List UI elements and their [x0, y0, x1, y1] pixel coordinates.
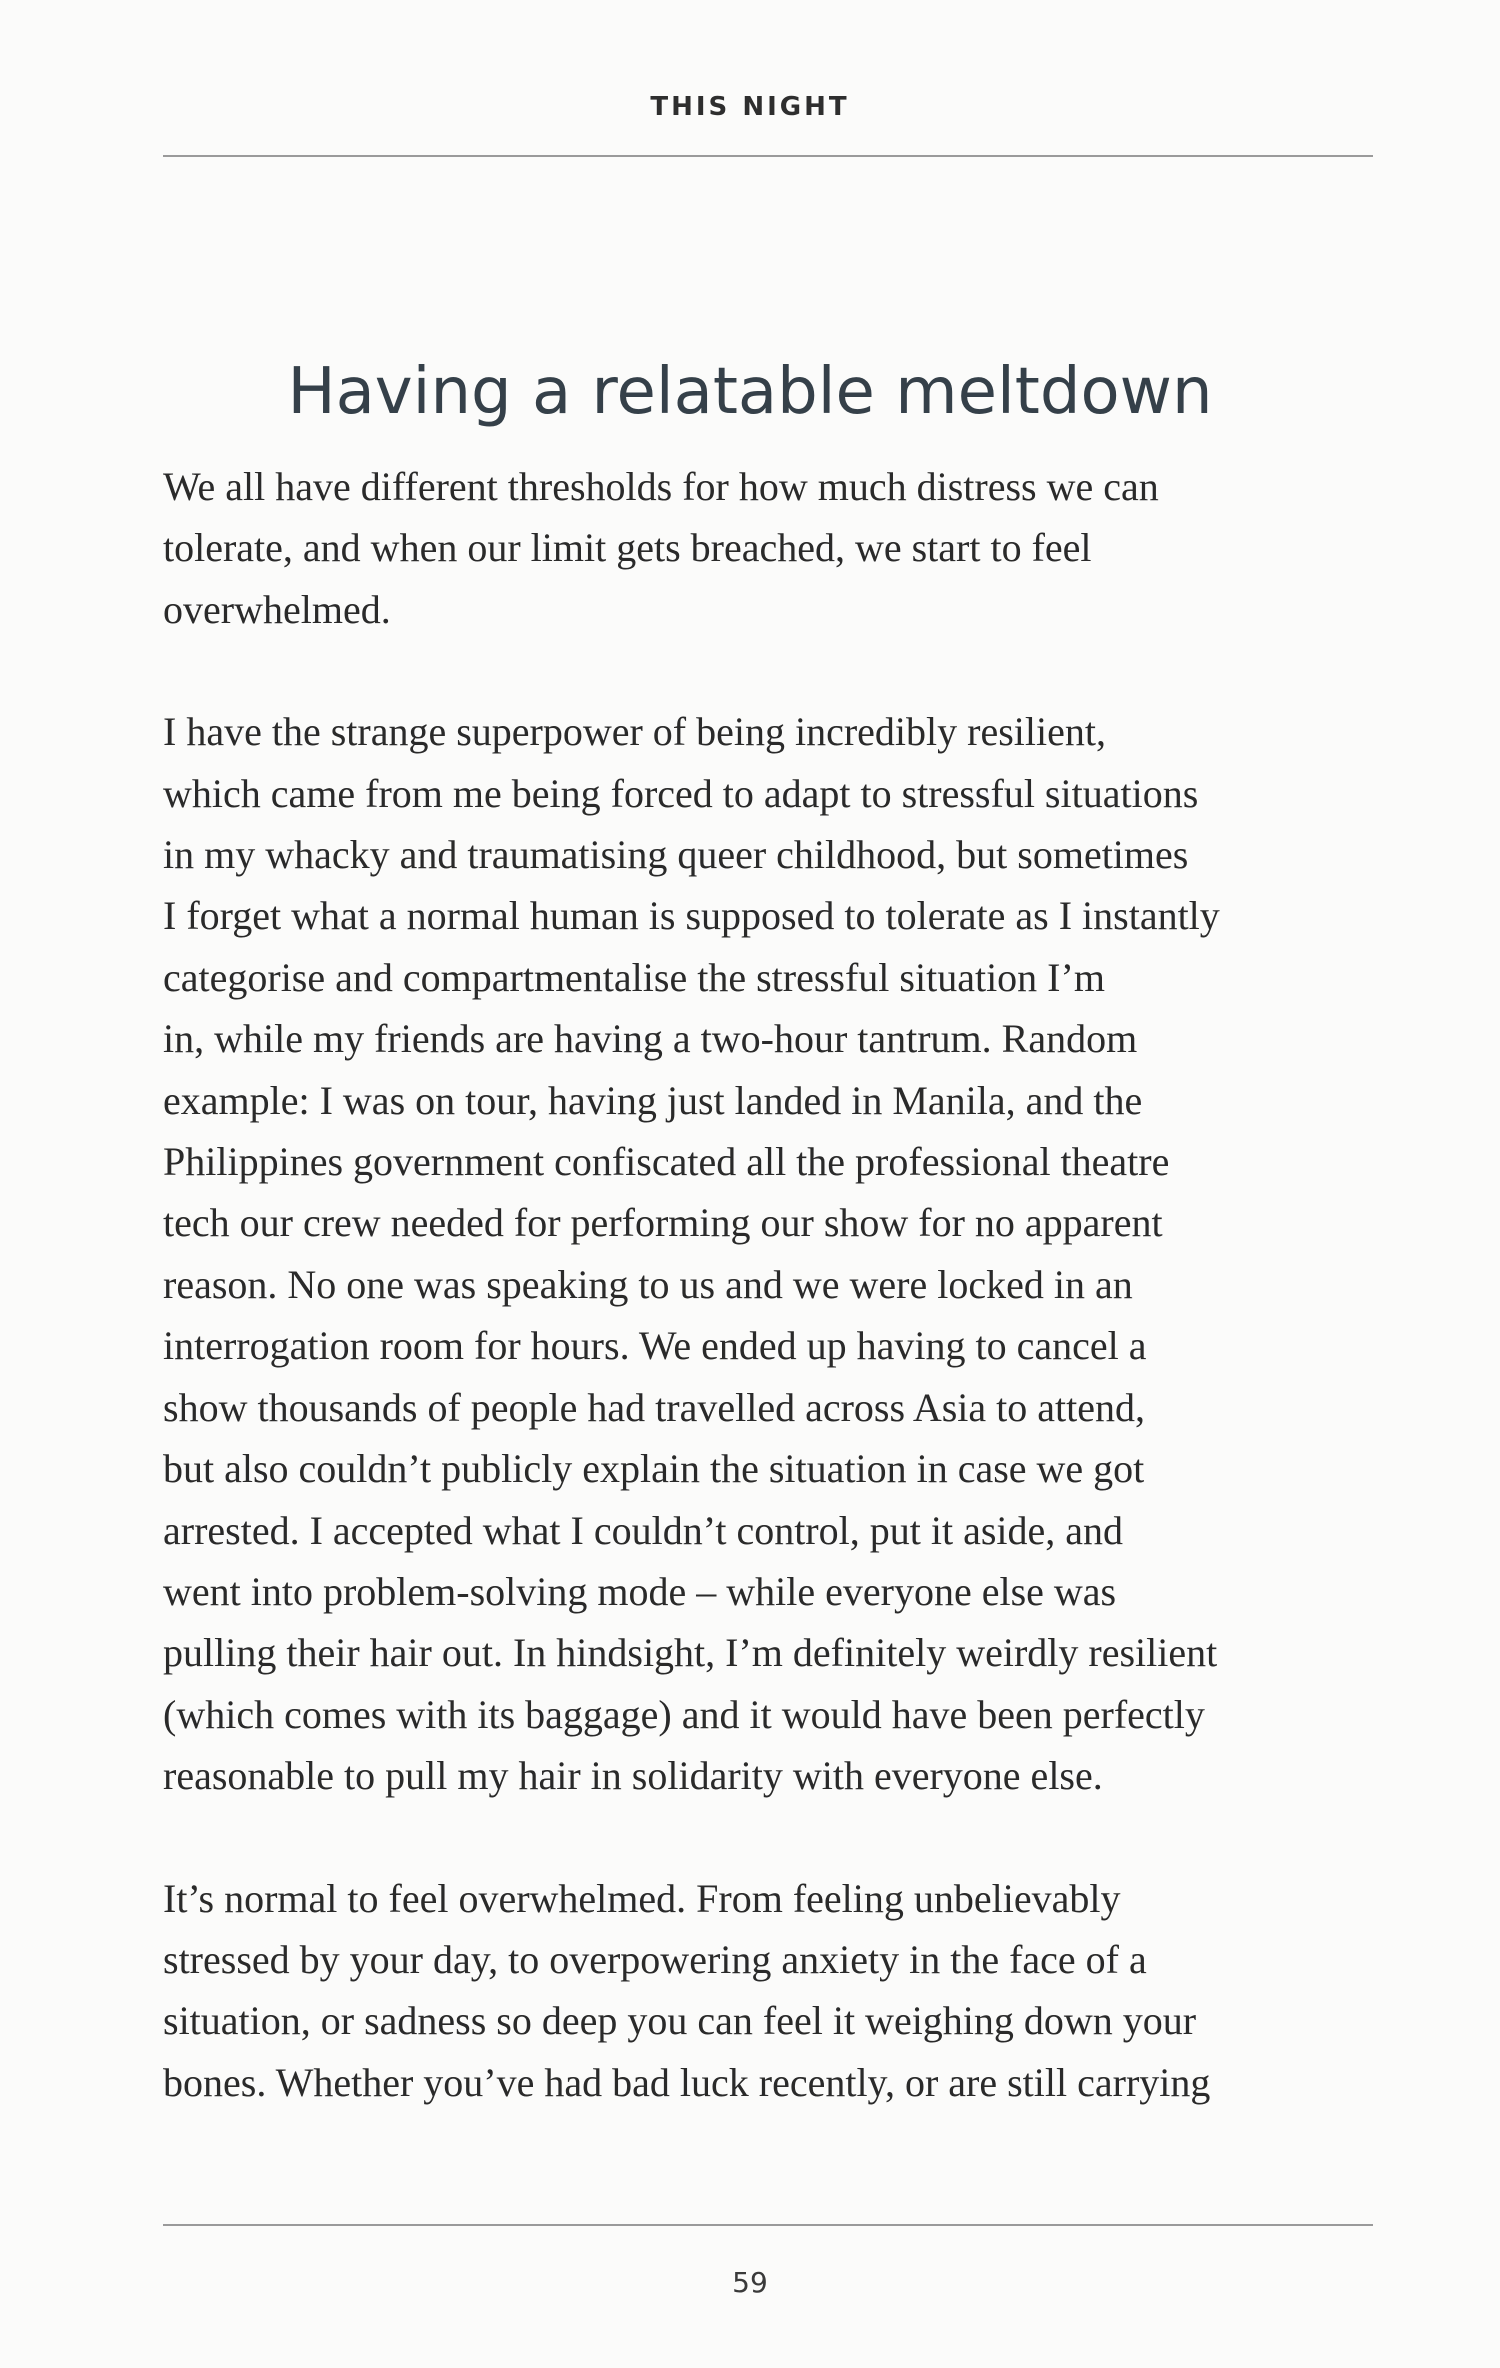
paragraph-3	[163, 1868, 1378, 2114]
text-line: tolerate, and when our limit gets breached, we start to feel	[163, 525, 1092, 571]
text-line: (which comes with its baggage) and it would have been perfectly	[163, 1691, 1205, 1737]
text-line: Philippines government confiscated all the professional theatre	[163, 1139, 1170, 1185]
text-line: categorise and compartmentalise the stressful situation I’m	[163, 954, 1105, 1000]
text-line: interrogation room for hours. We ended up having to cancel a	[163, 1323, 1147, 1369]
text-line: I have the strange superpower of being incredibly resilient,	[163, 709, 1107, 755]
text-line: but also couldn’t publicly explain the situation in case we got	[163, 1446, 1145, 1492]
text-line: tech our crew needed for performing our show for no apparent	[163, 1200, 1163, 1246]
text-line: It’s normal to feel overwhelmed. From feeling unbelievably	[163, 1875, 1121, 1921]
text-line: example: I was on tour, having just landed in Manila, and the	[163, 1077, 1143, 1123]
text-line: in, while my friends are having a two-hour tantrum. Random	[163, 1016, 1138, 1062]
text-line: arrested. I accepted what I couldn’t control, put it aside, and	[163, 1507, 1124, 1553]
footer-rule	[163, 2224, 1373, 2226]
running-head: THIS NIGHT	[650, 92, 850, 122]
text-line: overwhelmed.	[163, 586, 391, 632]
text-line: bones. Whether you’ve had bad luck recently, or are still carrying	[163, 2059, 1211, 2105]
text-line: reasonable to pull my hair in solidarity with everyone else.	[163, 1753, 1103, 1799]
text-line: pulling their hair out. In hindsight, I’m definitely weirdly resilient	[163, 1630, 1218, 1676]
text-line: show thousands of people had travelled across Asia to attend,	[163, 1384, 1145, 1430]
body-text	[163, 456, 1378, 2174]
text-line: in my whacky and traumatising queer childhood, but sometimes	[163, 832, 1189, 878]
text-line: We all have different thresholds for how much distress we can	[163, 464, 1159, 509]
page-number: 59	[732, 2266, 768, 2299]
text-line: reason. No one was speaking to us and we were locked in an	[163, 1261, 1133, 1307]
paragraph-2	[163, 701, 1378, 1806]
text-line: went into problem-solving mode – while everyone else was	[163, 1568, 1117, 1614]
section-title: Having a relatable meltdown	[287, 354, 1213, 429]
text-line: I forget what a normal human is supposed to tolerate as I instantly	[163, 893, 1220, 939]
text-line: which came from me being forced to adapt to stressful situations	[163, 770, 1199, 816]
text-line: stressed by your day, to overpowering anxiety in the face of a	[163, 1936, 1147, 1982]
paragraph-1	[163, 456, 1378, 640]
header-rule	[163, 155, 1373, 157]
text-line: situation, or sadness so deep you can feel it weighing down your	[163, 1998, 1197, 2044]
